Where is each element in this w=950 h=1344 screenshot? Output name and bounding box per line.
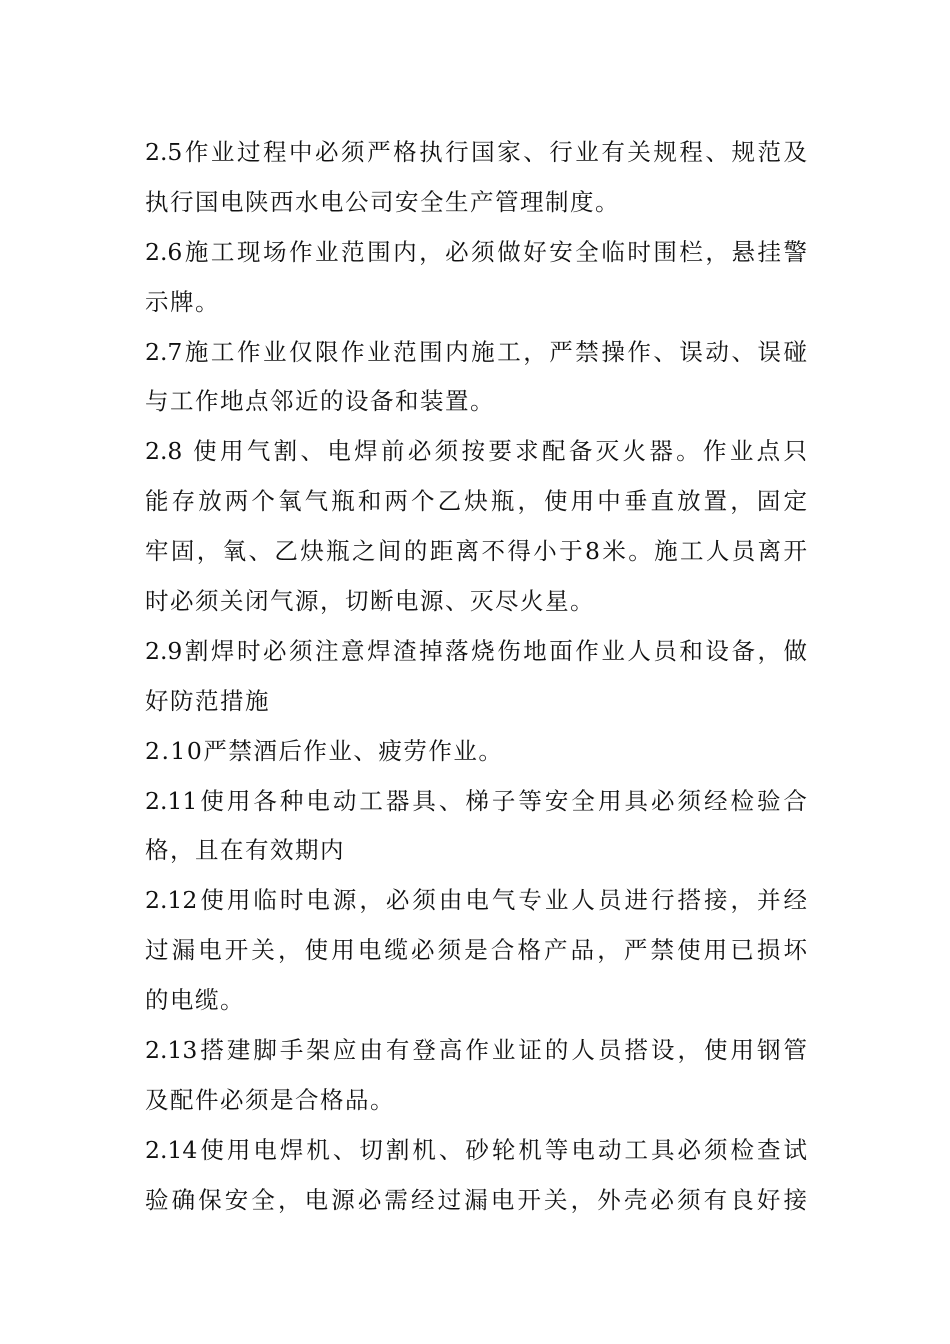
text-line: 及配件必须是合格品。 (145, 1085, 395, 1114)
text-line: 过漏电开关，使用电缆必须是合格产品，严禁使用已损坏 (145, 936, 807, 965)
text-line: 2.9割焊时必须注意焊渣掉落烧伤地面作业人员和设备，做 (145, 636, 807, 665)
text-line: 执行国电陕西水电公司安全生产管理制度。 (145, 187, 620, 216)
text-line: 2.12使用临时电源，必须由电气专业人员进行搭接，并经 (145, 886, 807, 915)
text-line: 时必须关闭气源，切断电源、灭尽火星。 (145, 587, 595, 616)
text-line: 2.6施工现场作业范围内，必须做好安全临时围栏，悬挂警 (145, 237, 807, 266)
text-line: 2.8 使用气割、电焊前必须按要求配备灭火器。作业点只 (145, 437, 807, 466)
text-line: 2.5作业过程中必须严格执行国家、行业有关规程、规范及 (145, 138, 807, 166)
text-line: 示牌。 (145, 287, 220, 316)
text-line: 验确保安全，电源必需经过漏电开关，外壳必须有良好接 (145, 1185, 807, 1214)
text-line: 能存放两个氧气瓶和两个乙炔瓶，使用中垂直放置，固定 (145, 487, 807, 516)
text-line: 牢固，氧、乙炔瓶之间的距离不得小于8米。施工人员离开 (145, 537, 807, 566)
text-line: 2.13搭建脚手架应由有登高作业证的人员搭设，使用钢管 (145, 1036, 807, 1065)
text-line: 好防范措施 (145, 686, 270, 715)
text-line: 2.11使用各种电动工器具、梯子等安全用具必须经检验合 (145, 786, 807, 815)
text-line: 2.7施工作业仅限作业范围内施工，严禁操作、误动、误碰 (145, 337, 807, 366)
text-line: 的电缆。 (145, 986, 245, 1015)
text-line: 2.14使用电焊机、切割机、砂轮机等电动工具必须检查试 (145, 1135, 807, 1164)
text-line: 2.10严禁酒后作业、疲劳作业。 (145, 736, 504, 765)
text-line: 与工作地点邻近的设备和装置。 (145, 387, 495, 416)
text-line: 格，且在有效期内 (145, 836, 345, 865)
document-body (145, 128, 807, 1226)
